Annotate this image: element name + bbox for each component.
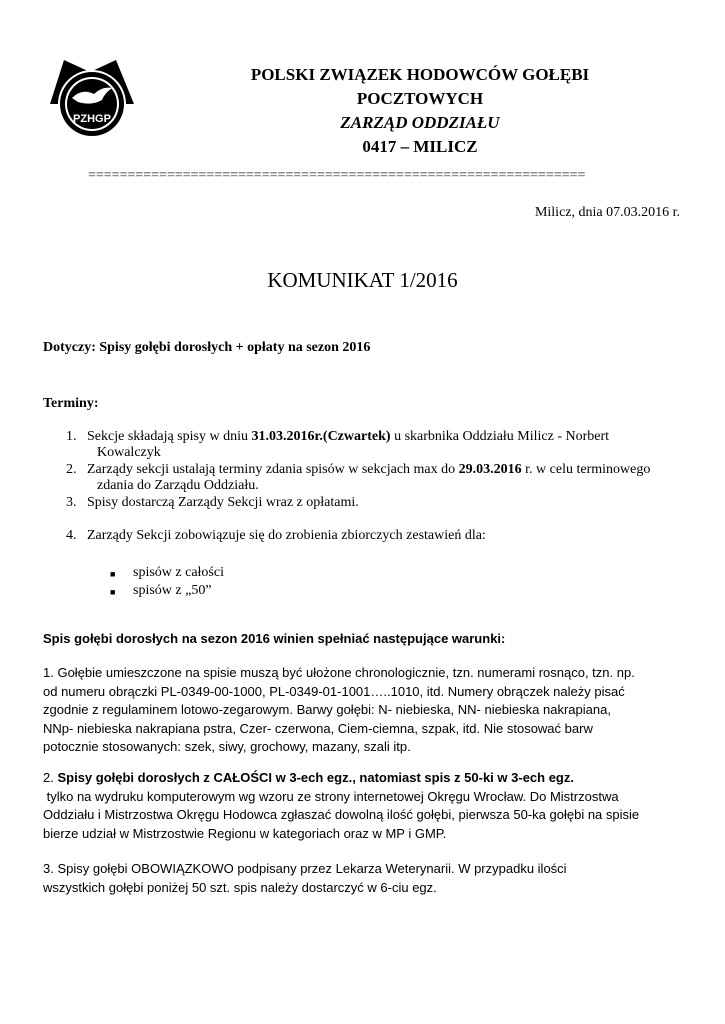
document-title: KOMUNIKAT 1/2016: [267, 268, 458, 292]
header-divider: ===============================================================: [88, 168, 586, 183]
square-bullet-icon: ■: [110, 587, 116, 597]
svg-text:PZHGP: PZHGP: [73, 113, 111, 125]
branch-code: 0417 – MILICZ: [362, 137, 478, 156]
conditions-heading: Spis gołębi dorosłych na sezon 2016 winien spełniać następujące warunki:: [43, 631, 506, 646]
branch-board: ZARZĄD ODDZIAŁU: [340, 113, 500, 132]
document-date: Milicz, dnia 07.03.2016 r.: [534, 205, 680, 220]
term-date-bold: 31.03.2016r.(Czwartek): [251, 429, 391, 444]
subject-line: Dotyczy: Spisy gołębi dorosłych + opłaty na sezon 2016: [43, 340, 371, 355]
condition-1: 1. Gołębie umieszczone na spisie muszą być ułożone chronologicznie, tzn. numerami rosnąco, tzn. np. od numeru obrączki PL-0349-00-1000, PL-0349-01-1001…..1010, itd. Numery obrączek należy pisać zgodnie z regulaminem lotowo-zegarowym. Barwy gołębi: N- niebieska, NN- niebieska nakrapiana, NNp- niebieska nakrapiana pstra, Czer- czerwona, Ciem-ciemna, szpak, itd. Nie stosować barw potocznie stosowanych: szek, siwy, grochowy, mazany, szali itp.: [43, 665, 635, 754]
condition-3: 3. Spisy gołębi OBOWIĄZKOWO podpisany przez Lekarza Weterynarii. W przypadku ilości wszystkich gołębi poniżej 50 szt. spis należy dostarczyć w 6-ciu egz.: [43, 861, 567, 895]
square-bullet-icon: ■: [110, 569, 116, 579]
org-name-cont: POCZTOWYCH: [356, 89, 484, 108]
term-number: 1.: [66, 429, 77, 444]
org-name: POLSKI ZWIĄZEK HODOWCÓW GOŁĘBI: [250, 65, 590, 84]
terms-heading: Terminy:: [43, 396, 99, 411]
term-number: 4.: [66, 528, 77, 543]
pzhgp-logo: [42, 52, 142, 140]
condition-2: 2. Spisy gołębi dorosłych z CAŁOŚCI w 3-ech egz., natomiast spis z 50-ki w 3-ech egz. tylko na wydruku komputerowym wg wzoru ze strony internetowej Okręgu Wrocław. Do Mistrzostwa Oddziału i Mistrzostwa Okręgu Hodowca zgłaszać dowolną ilość gołębi, pierwsza 50-ka gołębi na spisie bierze udział w Mistrzostwie Regionu w kategoriach oraz w MP i GMP.: [43, 770, 640, 841]
term-number: 2.: [66, 462, 77, 477]
condition-2-bold: Spisy gołębi dorosłych z CAŁOŚCI w 3-ech egz., natomiast spis z 50-ki w 3-ech egz.: [57, 770, 574, 785]
term-date-bold: 29.03.2016: [458, 462, 522, 477]
term-number: 3.: [66, 495, 77, 510]
